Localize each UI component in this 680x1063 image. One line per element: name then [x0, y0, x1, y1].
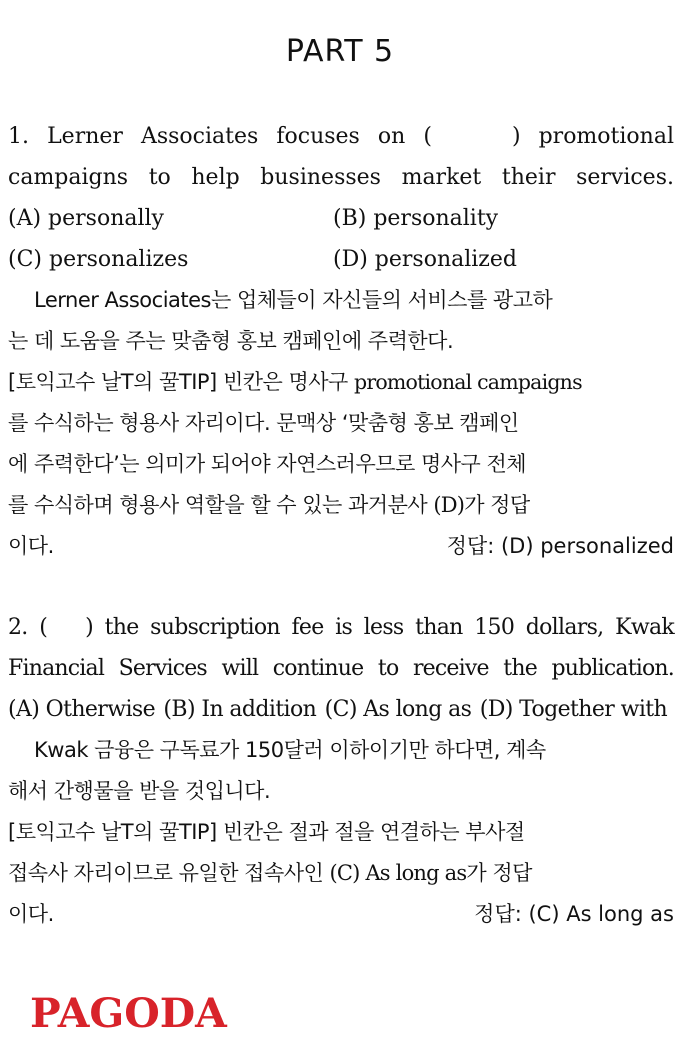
answer-options — [8, 198, 674, 280]
correct-answer: 정답: (D) personalized — [446, 534, 674, 558]
tip-label: [토익고수 날T의 꿀TIP] — [8, 820, 217, 844]
tip-explanation — [8, 362, 674, 567]
stem-line — [8, 607, 674, 648]
option-c: (C) personalizes — [8, 247, 189, 272]
tip-term: promotional campaigns — [354, 370, 582, 394]
tip-label: [토익고수 날T의 꿀TIP] — [8, 370, 217, 394]
pagoda-logo: PAGODA — [30, 990, 227, 1037]
question-number: 1. — [8, 124, 29, 149]
tip-line — [8, 362, 674, 403]
stem-line — [8, 116, 674, 157]
translation — [8, 730, 674, 812]
answer-row — [8, 894, 674, 935]
tip-text: 가 정답 — [466, 861, 532, 885]
option-a: (A) Otherwise — [8, 697, 156, 722]
tip-line: 에 주력한다’는 의미가 되어야 자연스러우므로 명사구 전체 — [8, 452, 527, 476]
tip-text: 접속사 자리이므로 유일한 접속사인 — [8, 861, 324, 885]
stem-text: ( — [39, 615, 48, 640]
tip-text: 빈칸은 절과 절을 연결하는 부사절 — [222, 820, 525, 844]
translation-line: 해서 간행물을 받을 것입니다. — [8, 779, 271, 803]
question-stem — [8, 116, 674, 198]
translation-line: Lerner Associates는 업체들이 자신들의 서비스를 광고하 — [34, 288, 553, 312]
tip-line: 이다. — [8, 902, 54, 926]
tip-line — [8, 853, 674, 894]
answer-options — [8, 689, 674, 730]
option-b: (B) In addition — [163, 697, 317, 722]
option-a: (A) personally — [8, 206, 164, 231]
tip-line — [8, 485, 674, 526]
translation — [8, 280, 674, 362]
translation-line: Kwak 금융은 구독료가 150달러 이하이기만 하다면, 계속 — [34, 738, 546, 762]
option-d: (D) personalized — [333, 247, 518, 272]
question-1 — [8, 116, 674, 567]
tip-text: 를 수식하며 형용사 역할을 할 수 있는 과거분사 — [8, 493, 428, 517]
page-title: PART 5 — [285, 34, 395, 69]
tip-line — [8, 812, 674, 853]
stem-line: Financial Services will continue to receive the publication. — [8, 656, 674, 681]
answer-row — [8, 526, 674, 567]
tip-line: 이다. — [8, 534, 54, 558]
tip-line: 를 수식하는 형용사 자리이다. 문맥상 ‘맞춤형 홍보 캠페인 — [8, 411, 519, 435]
correct-answer: 정답: (C) As long as — [474, 902, 674, 926]
option-c: (C) As long as — [324, 697, 472, 722]
stem-line: campaigns to help businesses market their services. — [8, 165, 674, 190]
option-b: (B) personality — [333, 206, 499, 231]
question-number: 2. — [8, 615, 28, 640]
stem-text: ) the subscription fee is less than 150 dollars, Kwak — [85, 615, 674, 640]
option-d: (D) Together with — [479, 697, 668, 722]
tip-text: 가 정답 — [464, 493, 530, 517]
tip-text: 빈칸은 명사구 — [222, 370, 348, 394]
question-stem — [8, 607, 674, 689]
translation-line: 는 데 도움을 주는 맞춤형 홍보 캠페인에 주력한다. — [8, 329, 454, 353]
tip-explanation — [8, 812, 674, 935]
stem-text: ) promotional — [511, 124, 674, 149]
tip-term: (C) As long as — [329, 861, 467, 885]
question-2 — [8, 607, 674, 935]
stem-text: Lerner Associates focuses on ( — [47, 124, 432, 149]
tip-term: (D) — [433, 493, 465, 517]
